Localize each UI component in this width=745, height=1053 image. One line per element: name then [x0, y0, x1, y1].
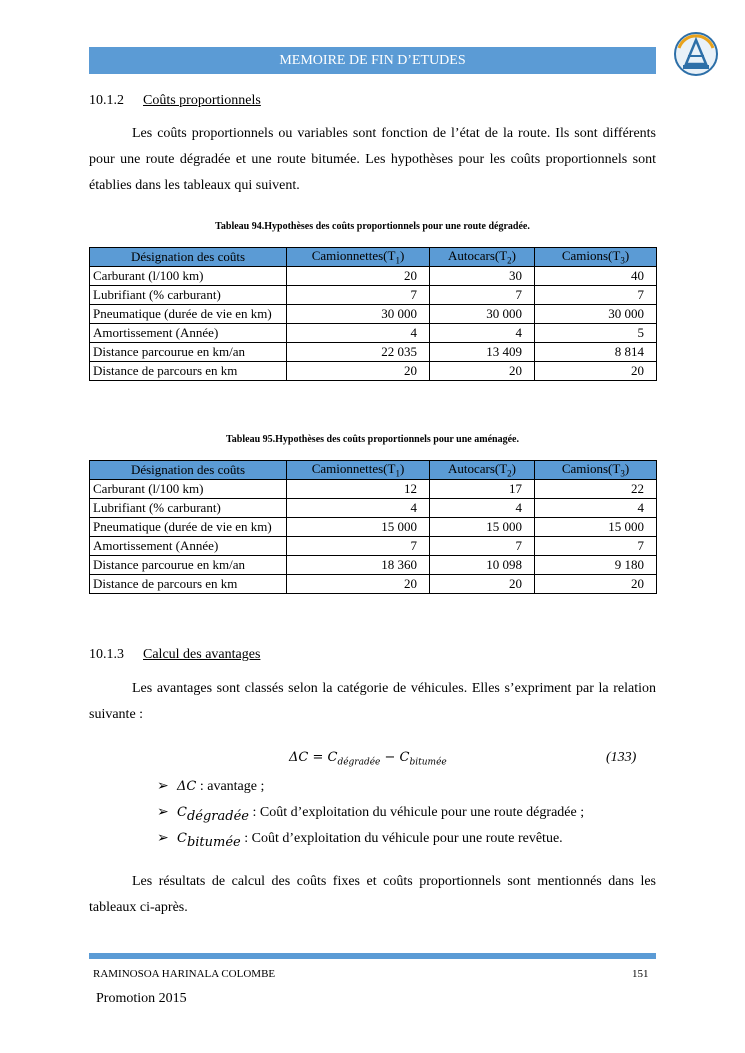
closing-paragraph	[89, 869, 656, 921]
row-label-cell: Distance parcourue en km/an	[90, 556, 287, 575]
page-number: 151	[632, 968, 649, 980]
definitions-list	[157, 774, 584, 852]
col-header-camions: $Camions(T_3)$	[535, 248, 657, 267]
table-row	[90, 480, 657, 499]
row-label-cell: Carburant (l/100 km)	[90, 480, 287, 499]
section-title: Coûts proportionnels	[143, 93, 261, 108]
row-label-cell: Lubrifiant (% carburant)	[90, 286, 287, 305]
col-header-camionnettes: $Camionnettes(T_1)$	[287, 461, 430, 480]
equation-133	[89, 750, 656, 772]
table-row	[90, 343, 657, 362]
value-cell: 30 000	[287, 305, 430, 324]
avantages-paragraph	[89, 676, 656, 728]
value-cell: 12	[287, 480, 430, 499]
value-cell: 15 000	[535, 518, 657, 537]
section-heading-10-1-3	[89, 647, 260, 663]
value-cell: 22 035	[287, 343, 430, 362]
closing-paragraph-text: Les résultats de calcul des coûts fixes et coûts proportionnels sont mentionnés dans les tableaux ci-après.	[89, 874, 656, 915]
value-cell: 20	[287, 267, 430, 286]
list-item: ➢ ΔC : avantage ;	[157, 774, 584, 800]
value-cell: 30 000	[430, 305, 535, 324]
table-row	[90, 537, 657, 556]
school-emblem-icon	[673, 30, 719, 78]
document-header-bar	[89, 47, 656, 74]
table-row	[90, 362, 657, 381]
value-cell: 4	[535, 499, 657, 518]
table-94	[89, 247, 657, 381]
row-label-cell: Amortissement (Année)	[90, 324, 287, 343]
table-row	[90, 267, 657, 286]
table-row	[90, 499, 657, 518]
row-label-cell: Lubrifiant (% carburant)	[90, 499, 287, 518]
value-cell: 4	[287, 324, 430, 343]
section-heading-10-1-2	[89, 93, 261, 109]
list-item: ➢ $C_{dégradée}$ : Coût d’exploitation du véhicule pour une route dégradée ;	[157, 800, 584, 826]
value-cell: 7	[430, 537, 535, 556]
value-cell: 7	[287, 537, 430, 556]
section-title: Calcul des avantages	[143, 647, 261, 662]
value-cell: 30 000	[535, 305, 657, 324]
col-header-designation: Désignation des coûts	[90, 461, 287, 480]
value-cell: 7	[535, 537, 657, 556]
value-cell: 20	[430, 575, 535, 594]
arrow-bullet-icon: ➢	[157, 831, 169, 846]
value-cell: 20	[535, 575, 657, 594]
value-cell: 17	[430, 480, 535, 499]
value-cell: 9 180	[535, 556, 657, 575]
table-95-caption: Tableau 95.Hypothèses des coûts proportionnels pour une aménagée.	[226, 434, 519, 445]
value-cell: 13 409	[430, 343, 535, 362]
value-cell: 5	[535, 324, 657, 343]
value-cell: 4	[287, 499, 430, 518]
footer-author: RAMINOSOA HARINALA COLOMBE	[93, 968, 276, 980]
col-header-autocars: $Autocars(T_2)$	[430, 461, 535, 480]
value-cell: 40	[535, 267, 657, 286]
table-row	[90, 556, 657, 575]
value-cell: 20	[430, 362, 535, 381]
table-row	[90, 286, 657, 305]
value-cell: 22	[535, 480, 657, 499]
table-row	[90, 324, 657, 343]
value-cell: 20	[287, 575, 430, 594]
section-number: 10.1.3	[89, 647, 124, 662]
row-label-cell: Carburant (l/100 km)	[90, 267, 287, 286]
value-cell: 7	[430, 286, 535, 305]
value-cell: 18 360	[287, 556, 430, 575]
equation-number: (133)	[606, 750, 637, 765]
value-cell: 30	[430, 267, 535, 286]
col-header-designation: Désignation des coûts	[90, 248, 287, 267]
value-cell: 20	[287, 362, 430, 381]
table-header-row	[90, 248, 657, 267]
col-header-camionnettes: $Camionnettes(T_1)$	[287, 248, 430, 267]
section-number: 10.1.2	[89, 93, 124, 108]
row-label-cell: Pneumatique (durée de vie en km)	[90, 305, 287, 324]
col-header-autocars: $Autocars(T_2)$	[430, 248, 535, 267]
table-header-row	[90, 461, 657, 480]
table-94-caption: Tableau 94.Hypothèses des coûts proportionnels pour une route dégradée.	[215, 221, 530, 232]
footer-rule	[89, 953, 656, 959]
value-cell: 7	[287, 286, 430, 305]
row-label-cell: Distance parcourue en km/an	[90, 343, 287, 362]
arrow-bullet-icon: ➢	[157, 805, 169, 820]
row-label-cell: Distance de parcours en km	[90, 575, 287, 594]
intro-paragraph-text: Les coûts proportionnels ou variables sont fonction de l’état de la route. Ils sont différents pour une route dégradée et une route bitumée. Les hypothèses pour les coûts proportionnels sont établies dans les tableaux qui suivent.	[89, 126, 656, 193]
footer-promotion: Promotion 2015	[96, 991, 187, 1006]
value-cell: 4	[430, 499, 535, 518]
equation-expression: $\Delta C = C_{dégradée} - C_{bitumée}$	[289, 750, 447, 768]
row-label-cell: Amortissement (Année)	[90, 537, 287, 556]
value-cell: 15 000	[287, 518, 430, 537]
value-cell: 4	[430, 324, 535, 343]
value-cell: 15 000	[430, 518, 535, 537]
list-item: ➢ $C_{bitumée}$ : Coût d’exploitation du véhicule pour une route revêtue.	[157, 826, 584, 852]
value-cell: 10 098	[430, 556, 535, 575]
intro-paragraph	[89, 121, 656, 199]
table-row	[90, 575, 657, 594]
document-header-title: MEMOIRE DE FIN D’ETUDES	[279, 52, 466, 68]
value-cell: 20	[535, 362, 657, 381]
table-row	[90, 518, 657, 537]
value-cell: 7	[535, 286, 657, 305]
table-row	[90, 305, 657, 324]
value-cell: 8 814	[535, 343, 657, 362]
table-95	[89, 460, 657, 594]
row-label-cell: Distance de parcours en km	[90, 362, 287, 381]
row-label-cell: Pneumatique (durée de vie en km)	[90, 518, 287, 537]
col-header-camions: $Camions(T_3)$	[535, 461, 657, 480]
arrow-bullet-icon: ➢	[157, 779, 169, 794]
avantages-paragraph-text: Les avantages sont classés selon la catégorie de véhicules. Elles s’expriment par la relation suivante :	[89, 681, 656, 722]
